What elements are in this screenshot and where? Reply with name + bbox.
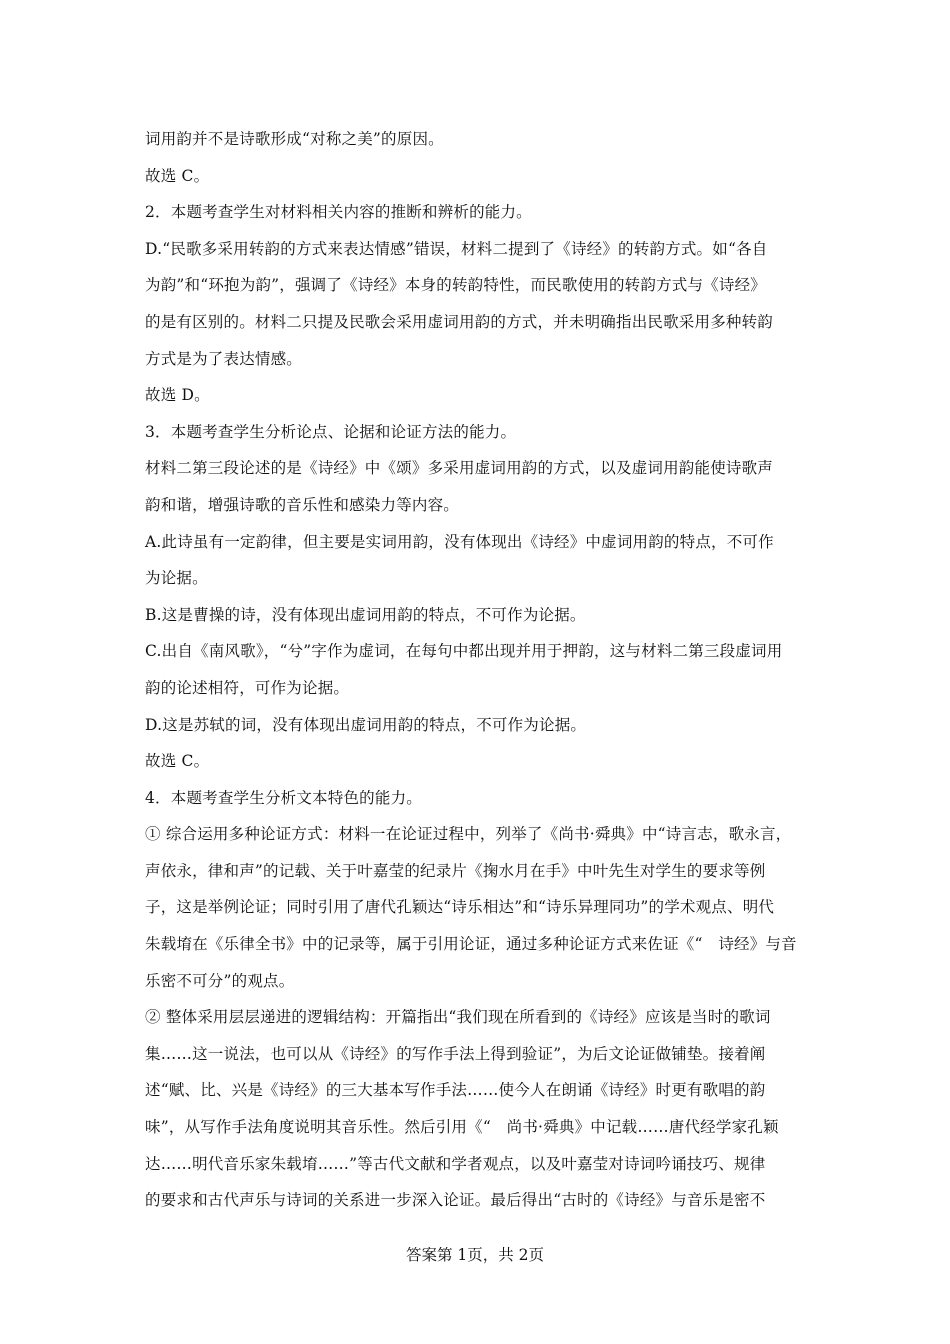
text-line: 韵的论述相符，可作为论据。 [145,678,350,697]
text-line: ① 综合运用多种论证方式：材料一在论证过程中，列举了《尚书·舜典》中“诗言志，歌永言， [145,825,792,844]
text-line: 故选 D。 [145,386,210,405]
text-line: 故选 C。 [145,752,210,771]
text-line: B.这是曹操的诗，没有体现出虚词用韵的特点，不可作为论据。 [145,605,586,624]
text-line: 声依永，律和声”的记载、关于叶嘉莹的纪录片《掬水月在手》中叶先生对学生的要求等例 [145,861,766,880]
text-line: 2．本题考查学生对材料相关内容的推断和辨析的能力。 [145,203,532,222]
text-line: 的要求和古代声乐与诗词的关系进一步深入论证。最后得出“古时的《诗经》与音乐是密不 [145,1191,766,1210]
text-line: A.此诗虽有一定韵律，但主要是实词用韵，没有体现出《诗经》中虚词用韵的特点，不可作 [145,532,774,551]
text-line: 方式是为了表达情感。 [145,349,303,368]
text-line: 集……这一说法，也可以从《诗经》的写作手法上得到验证”，为后文论证做铺垫。接着阐 [145,1044,766,1063]
answer-body [145,121,845,1219]
page-footer: 答案第 1页，共 2页 [405,1246,545,1264]
text-line: D.“民歌多采用转韵的方式来表达情感”错误，材料二提到了《诗经》的转韵方式。如“各自 [145,239,768,258]
text-line: 乐密不可分”的观点。 [145,971,295,990]
text-line: D.这是苏轼的词，没有体现出虚词用韵的特点，不可作为论据。 [145,715,587,734]
text-line: 词用韵并不是诗歌形成“对称之美”的原因。 [145,130,444,148]
text-line: 子，这是举例论证；同时引用了唐代孔颖达“诗乐相达”和“诗乐异理同功”的学术观点、明代 [145,898,775,917]
text-line: ② 整体采用层层递进的逻辑结构：开篇指出“我们现在所看到的《诗经》应该是当时的歌词 [145,1008,771,1027]
text-line: 的是有区别的。材料二只提及民歌会采用虚词用韵的方式，并未明确指出民歌采用多种转韵 [145,312,774,331]
text-line: 为韵”和“环抱为韵”，强调了《诗经》本身的转韵特性，而民歌使用的转韵方式与《诗经》 [145,276,766,295]
text-line: 材料二第三段论述的是《诗经》中《颂》多采用虚词用韵的方式，以及虚词用韵能使诗歌声 [145,459,774,478]
text-line: 韵和谐，增强诗歌的音乐性和感染力等内容。 [145,495,460,514]
text-line: 4．本题考查学生分析文本特色的能力。 [145,788,422,807]
text-line: 述“赋、比、兴是《诗经》的三大基本写作手法……使今人在朗诵《诗经》时更有歌唱的韵 [145,1081,766,1100]
text-line: 故选 C。 [145,166,210,185]
text-line: 达……明代音乐家朱载堉……”等古代文献和学者观点，以及叶嘉莹对诗词吟诵技巧、规律 [145,1154,766,1173]
text-line: 3．本题考查学生分析论点、论据和论证方法的能力。 [145,422,517,441]
text-line: 朱载堉在《乐律全书》中的记录等，属于引用论证，通过多种论证方式来佐证《“ 诗经》与音 [145,935,797,954]
text-line: 味”，从写作手法角度说明其音乐性。然后引用《“ 尚书·舜典》中记载……唐代经学家孔颖 [145,1118,779,1137]
text-line: 为论据。 [145,569,208,588]
text-line: C.出自《南风歌》，“兮”字作为虚词，在每句中都出现并用于押韵，这与材料二第三段虚词用 [145,642,783,661]
